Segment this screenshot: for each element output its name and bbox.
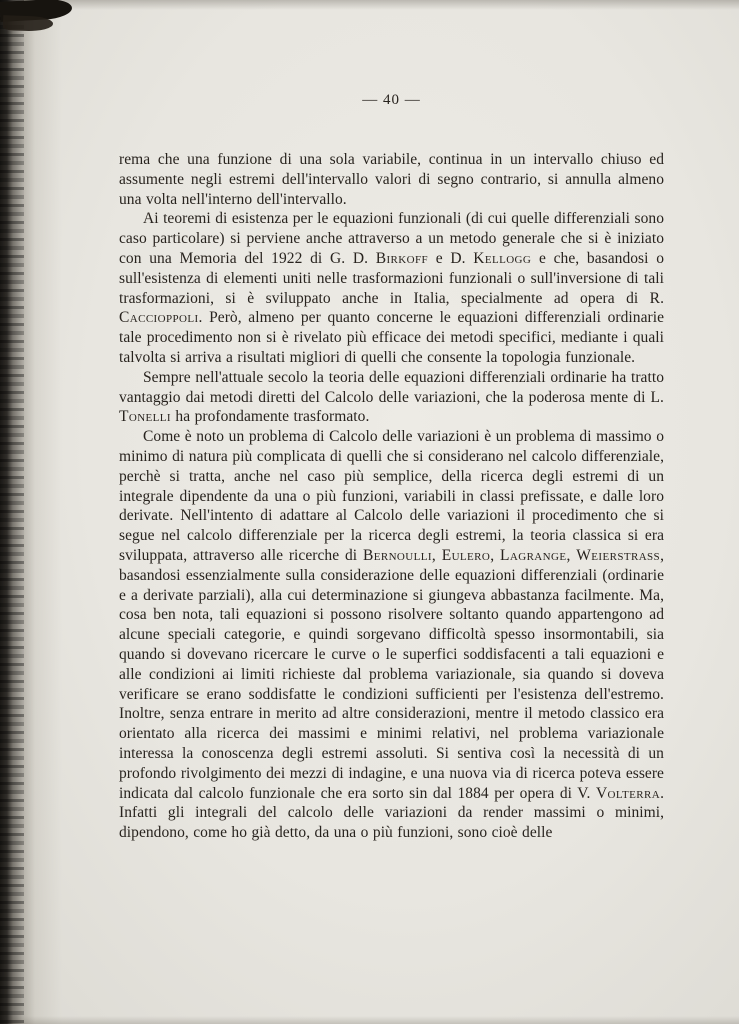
top-edge-shadow bbox=[0, 0, 739, 10]
page-paragraphs bbox=[119, 150, 664, 843]
paragraph bbox=[119, 427, 664, 843]
page-number: — 40 — bbox=[362, 92, 421, 108]
person-name: Tonelli bbox=[119, 408, 171, 426]
text-run: , bbox=[431, 546, 442, 564]
paragraph bbox=[119, 368, 664, 427]
text-run: . Però, almeno per quanto concerne le equazioni differenziali ordinarie tale procedimento non si è rivelato più efficace dei metodi specifici, mediante i quali talvolta si arriva a risultati migliori di quelli che consente la topologia funzionale. bbox=[119, 309, 664, 366]
text-run: , bbox=[566, 546, 577, 564]
binding-gutter-shadow bbox=[0, 0, 62, 1024]
page-body bbox=[119, 92, 664, 843]
text-run: Ai teoremi di esistenza per le equazioni funzionali (di cui quelle differenziali sono caso particolare) si perviene anche attraverso a un metodo generale che si è iniziato con una Memoria del 1922 di G. D. bbox=[119, 210, 664, 267]
person-name: Caccioppoli bbox=[119, 309, 199, 327]
binding-streaks bbox=[0, 0, 24, 1024]
person-name: Eulero bbox=[441, 546, 491, 564]
text-run: . Infatti gli integrali del calcolo delle variazioni da render massimi o minimi, dipendono, come ho già detto, da una o più funzioni, sono cioè delle bbox=[119, 784, 664, 842]
text-run: e che, basandosi o sull'esistenza di elementi uniti nelle trasformazioni funzionali o sull'inversione di tali trasformazioni, si è sviluppato anche in Italia, specialmente ad opera di R. bbox=[119, 249, 665, 307]
paragraph bbox=[119, 150, 664, 209]
text-run: ha profondamente trasformato. bbox=[170, 408, 370, 426]
person-name: Weierstrass bbox=[576, 546, 661, 564]
person-name: Bernoulli bbox=[362, 546, 432, 564]
text-run: Sempre nell'attuale secolo la teoria delle equazioni differenziali ordinarie ha tratto vantaggio dai metodi diretti del Calcolo delle variazioni, che la poderosa mente di L. bbox=[119, 368, 664, 406]
ink-smudge bbox=[0, 0, 96, 44]
text-run: rema che una funzione di una sola variabile, continua in un intervallo chiuso ed assumente negli estremi dell'intervallo valori di segno contrario, si annulla almeno una volta nell'interno dell'intervallo. bbox=[119, 151, 664, 208]
text-run: , basandosi essenzialmente sulla considerazione delle equazioni differenziali (ordinarie e a derivate parziali), alla cui determinazione si giungeva abbastanza facilmente. Ma, cosa ben nota, tali equazioni si possono risolvere soltanto quando appartengono ad alcune speciali categorie, e quindi sorgevano difficoltà spesso insormontabili, sia quando si dovevano ricercare le curve o le superfici soddisfacenti a tali equazioni e alle condizioni ai limiti richieste dal problema variazionale, sia quando si doveva verificare se erano soddisfatte le condizioni sufficienti per l'esistenza dell'estremo. Inoltre, senza entrare in merito ad altre considerazioni, mentre il metodo classico era orientato alla ricerca dei massimi e minimi relativi, nel problema variazionale interessa la conoscenza degli estremi assoluti. Si sentiva così la necessità di un profondo rivolgimento dei mezzi di indagine, e una nuova via di ricerca poteva essere indicata dal calcolo funzionale che era sorto sin dal 1884 per opera di V. bbox=[119, 546, 665, 802]
person-name: Birkoff bbox=[375, 249, 429, 267]
person-name: Kellogg bbox=[473, 249, 532, 267]
bottom-edge-shadow bbox=[0, 1016, 739, 1024]
text-run: e D. bbox=[428, 249, 474, 267]
person-name: Lagrange bbox=[500, 546, 567, 564]
person-name: Volterra bbox=[595, 784, 661, 802]
text-run: Come è noto un problema di Calcolo delle variazioni è un problema di massimo o minimo di natura più complicata di quelli che si considerano nel calcolo differenziale, perchè si tratta, anche nel caso più semplice, della ricerca degli estremi di un integrale dipendente da una o più funzioni, variabili in classi prefissate, e dalle loro derivate. Nell'intento di adattare al Calcolo delle variazioni il procedimento che si segue nel calcolo differenziale per la ricerca degli estremi, la teoria classica si era sviluppata, attraverso alle ricerche di bbox=[119, 428, 664, 564]
paragraph bbox=[119, 209, 664, 367]
text-run: , bbox=[490, 546, 501, 564]
